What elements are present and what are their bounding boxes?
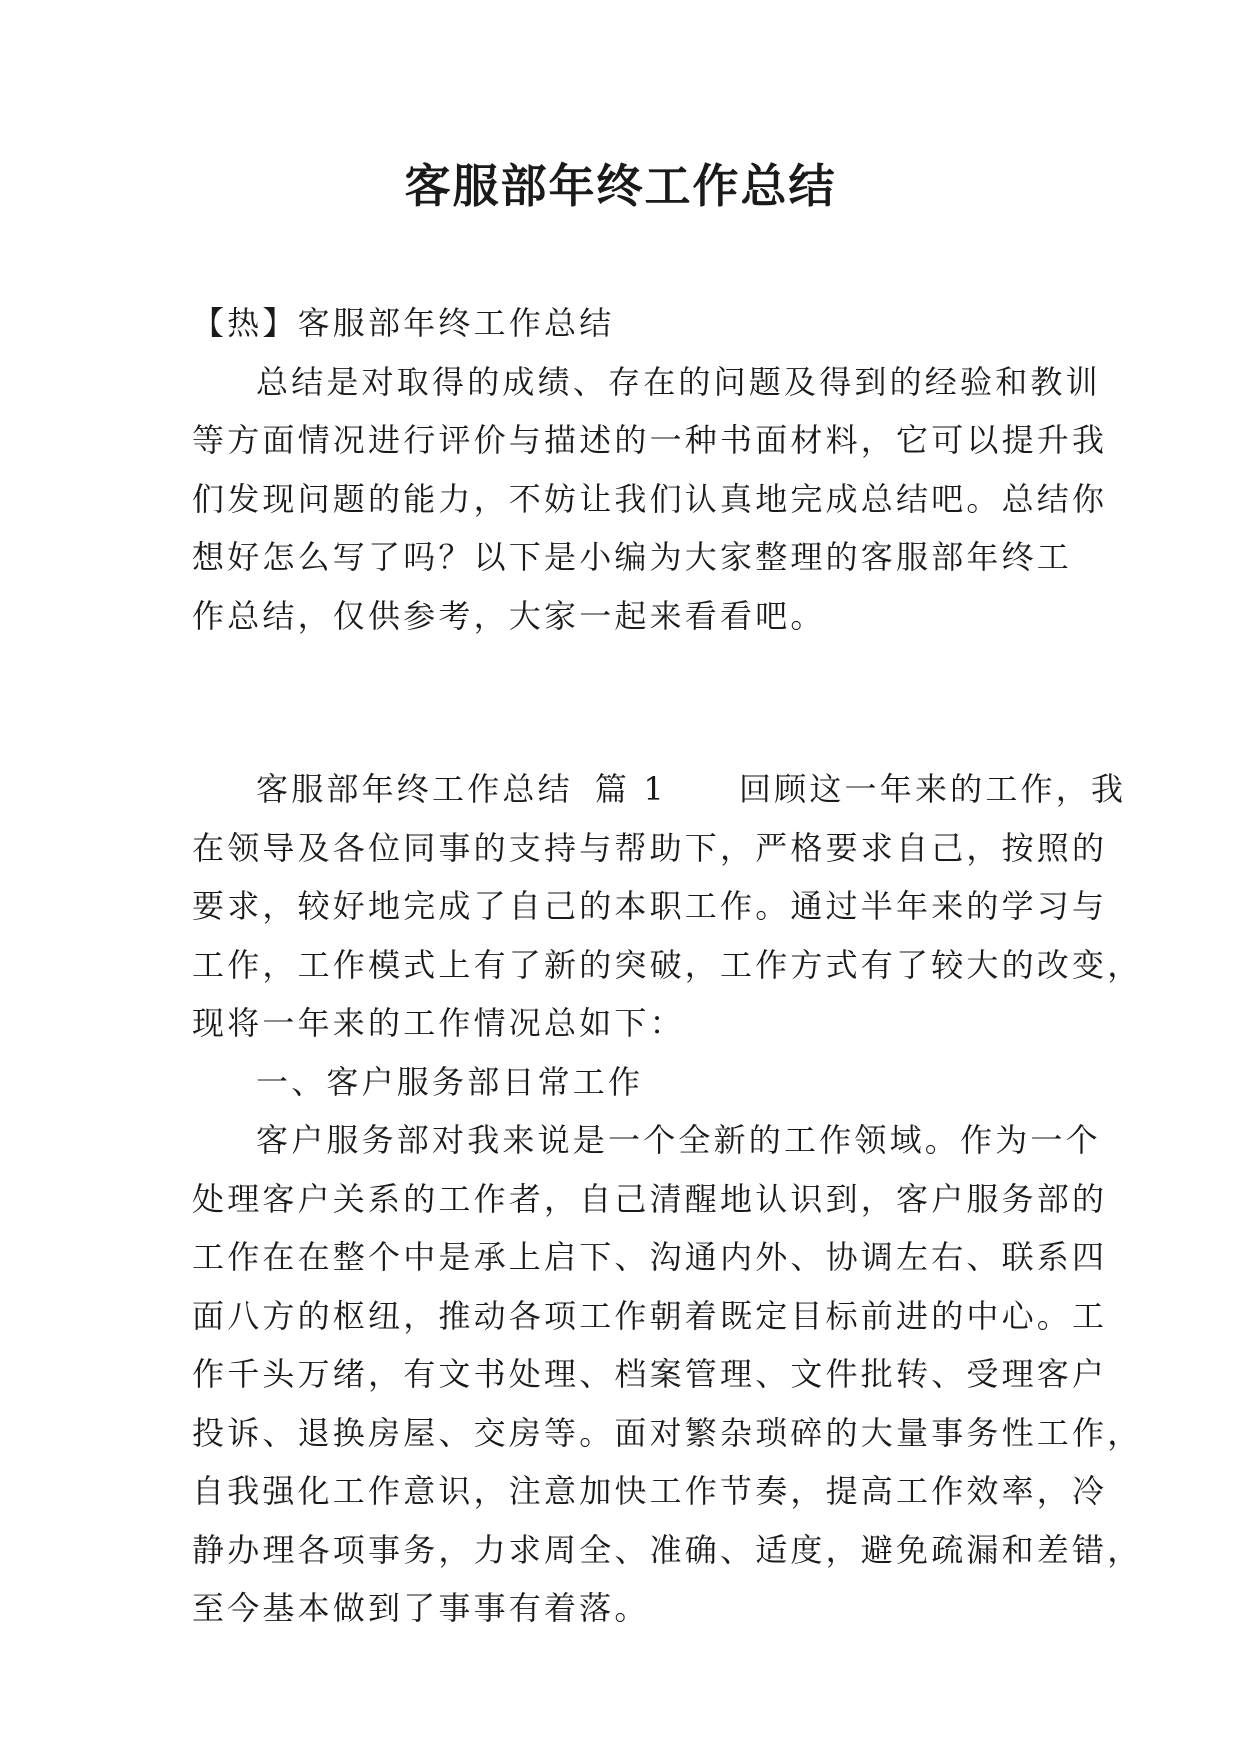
section-line: 现将一年来的工作情况总如下： [192, 1004, 685, 1042]
paragraph-gap [192, 645, 1052, 760]
part-line: 自我强化工作意识，注意加快工作节奏，提高工作效率，冷 [192, 1472, 1108, 1510]
section-first-line-text: 回顾这一年来的工作，我 [738, 770, 1127, 808]
intro-line: 等方面情况进行评价与描述的一种书面材料，它可以提升我 [192, 421, 1108, 459]
section-heading: 客服部年终工作总结 [256, 770, 573, 808]
intro-line: 总结是对取得的成绩、存在的问题及得到的经验和教训 [256, 362, 1101, 401]
part-line: 作千头万绪，有文书处理、档案管理、文件批转、受理客户 [192, 1355, 1108, 1393]
part-line: 面八方的枢纽，推动各项工作朝着既定目标前进的中心。工 [192, 1296, 1108, 1335]
section-line: 工作，工作模式上有了新的突破，工作方式有了较大的改变， [192, 945, 1143, 984]
part-line: 处理客户关系的工作者，自己清醒地认识到，客户服务部的 [192, 1179, 1108, 1218]
part-line: 至今基本做到了事事有着落。 [192, 1589, 650, 1627]
section-first-line [192, 760, 1127, 819]
subtitle: 【热】客服部年终工作总结 [192, 304, 615, 342]
part-line: 静办理各项事务，力求周全、准确、适度，避免疏漏和差错， [192, 1530, 1143, 1569]
part-line: 客户服务部对我来说是一个全新的工作领域。作为一个 [256, 1121, 1101, 1159]
intro-line: 作总结，仅供参考，大家一起来看看吧。 [192, 596, 826, 635]
section-line: 在领导及各位同事的支持与帮助下，严格要求自己，按照的 [192, 828, 1108, 867]
intro-line: 想好怎么写了吗？以下是小编为大家整理的客服部年终工 [192, 538, 1073, 576]
part-line: 工作在在整个中是承上启下、沟通内外、协调左右、联系四 [192, 1238, 1108, 1276]
document-body [192, 294, 1143, 1638]
section-label: 篇 1 [594, 770, 667, 808]
section-line: 要求，较好地完成了自己的本职工作。通过半年来的学习与 [192, 887, 1108, 925]
document-title: 客服部年终工作总结 [404, 159, 837, 213]
part-line: 投诉、退换房屋、交房等。面对繁杂琐碎的大量事务性工作， [192, 1413, 1143, 1452]
intro-line: 们发现问题的能力，不妨让我们认真地完成总结吧。总结你 [192, 479, 1108, 518]
part-heading: 一、客户服务部日常工作 [256, 1062, 644, 1101]
